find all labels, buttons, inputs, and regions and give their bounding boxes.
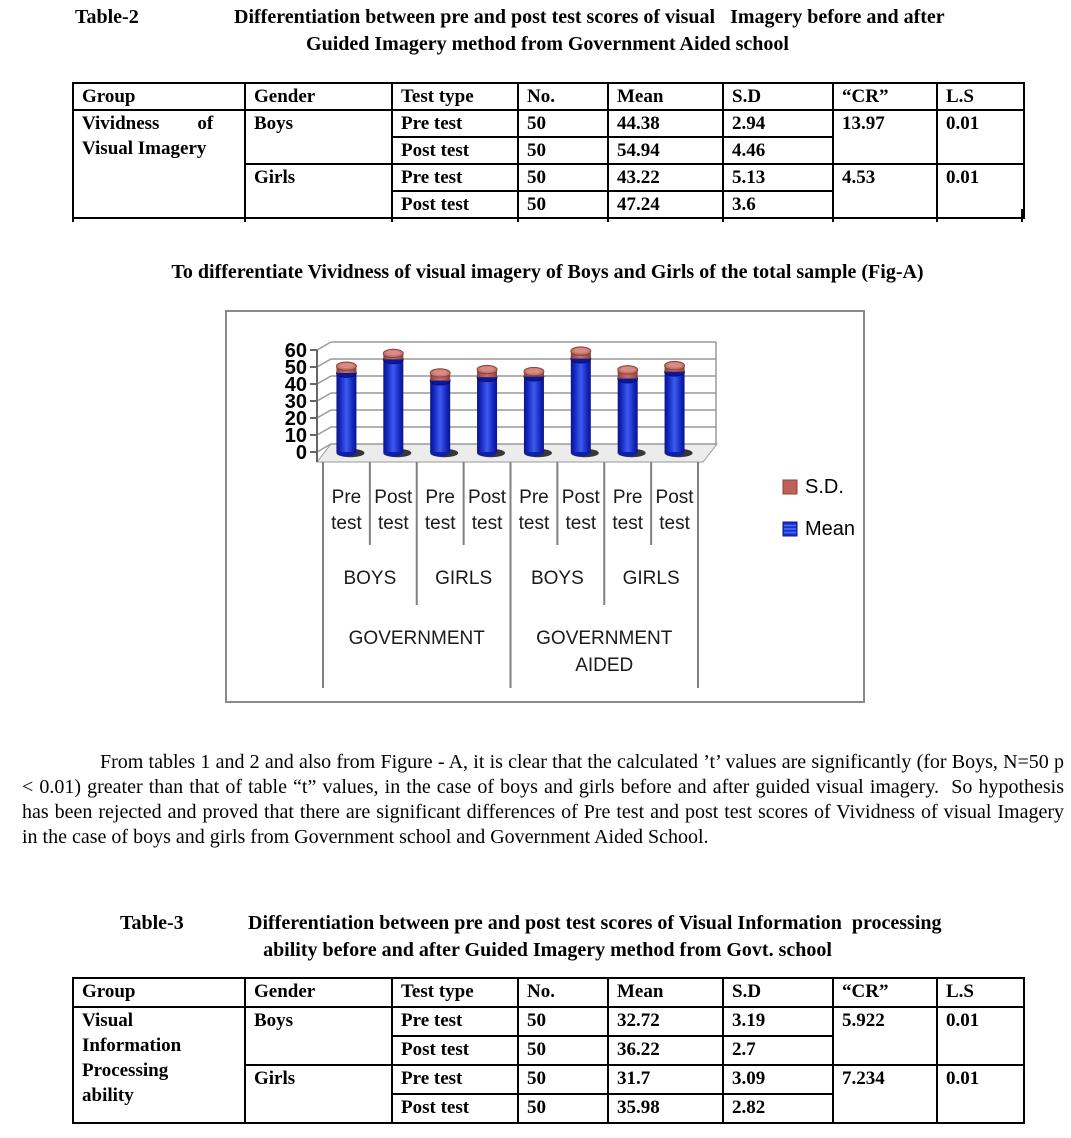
column-border-stub	[936, 209, 938, 222]
table2-label: Table-2	[75, 6, 139, 28]
col-group: Group	[73, 83, 245, 110]
test-label: test	[518, 513, 550, 534]
column-border-stub	[244, 209, 246, 222]
cr-cell: 5.922	[833, 1007, 937, 1065]
column-border-stub	[517, 209, 519, 222]
test-label: test	[612, 513, 643, 534]
column-border-stub	[722, 209, 724, 222]
column-border-stub	[607, 209, 609, 222]
test-label: test	[424, 513, 456, 534]
table-row: Post test 50 54.94 4.46	[73, 137, 1024, 164]
y-tick-label: 30	[284, 391, 307, 413]
chart-legend	[783, 476, 855, 540]
table-row: Girls Pre test 50 31.7 3.09 7.234 0.01	[73, 1065, 1024, 1094]
col-cr: “CR”	[833, 978, 937, 1007]
table3	[72, 977, 1025, 1124]
cr-cell: 13.97	[833, 110, 937, 164]
col-sd: S.D	[723, 978, 833, 1007]
table-row: Post test 50 47.24 3.6	[73, 191, 1024, 218]
cr-cell: 4.53	[833, 164, 937, 218]
column-border-stub	[391, 209, 393, 222]
test-label: test	[659, 513, 690, 534]
col-ls: L.S	[937, 978, 1024, 1007]
test-label: Pre	[425, 487, 455, 508]
bar-7	[618, 366, 638, 457]
ls-cell: 0.01	[937, 164, 1024, 218]
gender-cell: Girls	[245, 1065, 392, 1123]
legend-label-mean: Mean	[805, 518, 856, 540]
table2-title-line1: Differentiation between pre and post test scores of visual Imagery before and after	[234, 6, 945, 28]
column-border-stub	[1021, 209, 1023, 222]
table-row: Post test 50 36.22 2.7	[73, 1036, 1024, 1065]
gender-cell: Boys	[245, 110, 392, 164]
col-mean: Mean	[608, 83, 723, 110]
gender-cell: Boys	[245, 1007, 392, 1065]
col-cr: “CR”	[833, 83, 937, 110]
body-paragraph: From tables 1 and 2 and also from Figure - A, it is clear that the calculated ’t’ values are significantly (for Boys, N=50 p < 0.01) greater than that of table “t” values, in the case of boys and girls before and after guided visual imagery. So hypothesis has been rejected and proved that there are significant differences of Pre test and post test scores of Vividness of visual Imagery in the case of boys and girls from Government school and Government Aided School.	[22, 751, 1064, 848]
y-tick-label: 40	[284, 374, 307, 396]
school-label: GOVERNMENT	[348, 628, 485, 649]
column-border-stub	[832, 209, 834, 222]
table3-title-line1: Differentiation between pre and post test scores of Visual Information processing	[248, 912, 942, 934]
legend-swatch-sd	[783, 480, 797, 494]
table-row: Post test 50 35.98 2.82	[73, 1094, 1024, 1123]
cr-cell: 7.234	[833, 1065, 937, 1123]
gender-label: BOYS	[530, 568, 584, 589]
chart-floor	[317, 444, 717, 462]
col-sd: S.D	[723, 83, 833, 110]
table3-header-row	[73, 978, 1024, 1007]
test-label: Post	[468, 487, 507, 508]
test-label: Post	[561, 487, 600, 508]
bar-4	[477, 365, 497, 456]
group-cell: Vividness of Visual Imagery	[73, 110, 245, 218]
test-label: test	[331, 513, 362, 534]
group-cell: Visual Information Processing ability	[73, 1007, 245, 1123]
table3-label: Table-3	[120, 912, 184, 934]
bar-5	[524, 367, 544, 456]
test-label: Pre	[519, 487, 549, 508]
bar-8	[665, 361, 685, 456]
table2-title-line2: Guided Imagery method from Government Aided school	[306, 33, 789, 55]
gender-label: GIRLS	[622, 568, 680, 589]
col-no: No.	[518, 978, 608, 1007]
col-mean: Mean	[608, 978, 723, 1007]
col-gender: Gender	[245, 978, 392, 1007]
test-label: Post	[655, 487, 694, 508]
y-tick-label: 10	[284, 425, 307, 447]
test-label: test	[565, 513, 597, 534]
school-label: AIDED	[575, 655, 634, 676]
gender-label: GIRLS	[435, 568, 493, 589]
col-gender: Gender	[245, 83, 392, 110]
table2-cropped-row-stubs	[72, 209, 1023, 222]
gender-label: BOYS	[343, 568, 397, 589]
col-no: No.	[518, 83, 608, 110]
ls-cell: 0.01	[937, 1007, 1024, 1065]
table-row: Visual Information Processing ability Boys Pre test 50 32.72 3.19 5.922 0.01	[73, 1007, 1024, 1036]
bar-6	[571, 347, 591, 457]
figure-title: To differentiate Vividness of visual imagery of Boys and Girls of the total sample (Fig-A)	[171, 261, 924, 283]
table-row: Vividness of Visual Imagery Boys Pre test 50 44.38 2.94 13.97 0.01	[73, 110, 1024, 137]
school-label: GOVERNMENT	[536, 628, 673, 649]
ls-cell: 0.01	[937, 1065, 1024, 1123]
test-label: Pre	[612, 487, 643, 508]
vividness-chart	[227, 312, 863, 701]
table3-title-line2: ability before and after Guided Imagery method from Govt. school	[263, 939, 832, 961]
col-group: Group	[73, 978, 245, 1007]
table2	[72, 82, 1025, 219]
y-tick-label: 60	[284, 340, 307, 362]
col-test-type: Test type	[392, 978, 518, 1007]
y-tick-label: 50	[284, 357, 307, 379]
y-tick-label: 0	[295, 442, 307, 464]
table2-header-row	[73, 83, 1024, 110]
legend-label-sd: S.D.	[805, 476, 844, 498]
test-label: Post	[374, 487, 413, 508]
table-row: Girls Pre test 50 43.22 5.13 4.53 0.01	[73, 164, 1024, 191]
bar-2	[383, 349, 403, 456]
bar-3	[430, 369, 450, 457]
y-tick-label: 20	[284, 408, 307, 430]
test-label: Pre	[331, 487, 362, 508]
column-border-stub	[72, 209, 74, 222]
test-label: test	[378, 513, 409, 534]
col-test-type: Test type	[392, 83, 518, 110]
ls-cell: 0.01	[937, 110, 1024, 164]
gender-cell: Girls	[245, 164, 392, 218]
figure-chart-box	[225, 310, 865, 703]
test-label: test	[471, 513, 503, 534]
bar-1	[336, 362, 356, 457]
col-ls: L.S	[937, 83, 1024, 110]
